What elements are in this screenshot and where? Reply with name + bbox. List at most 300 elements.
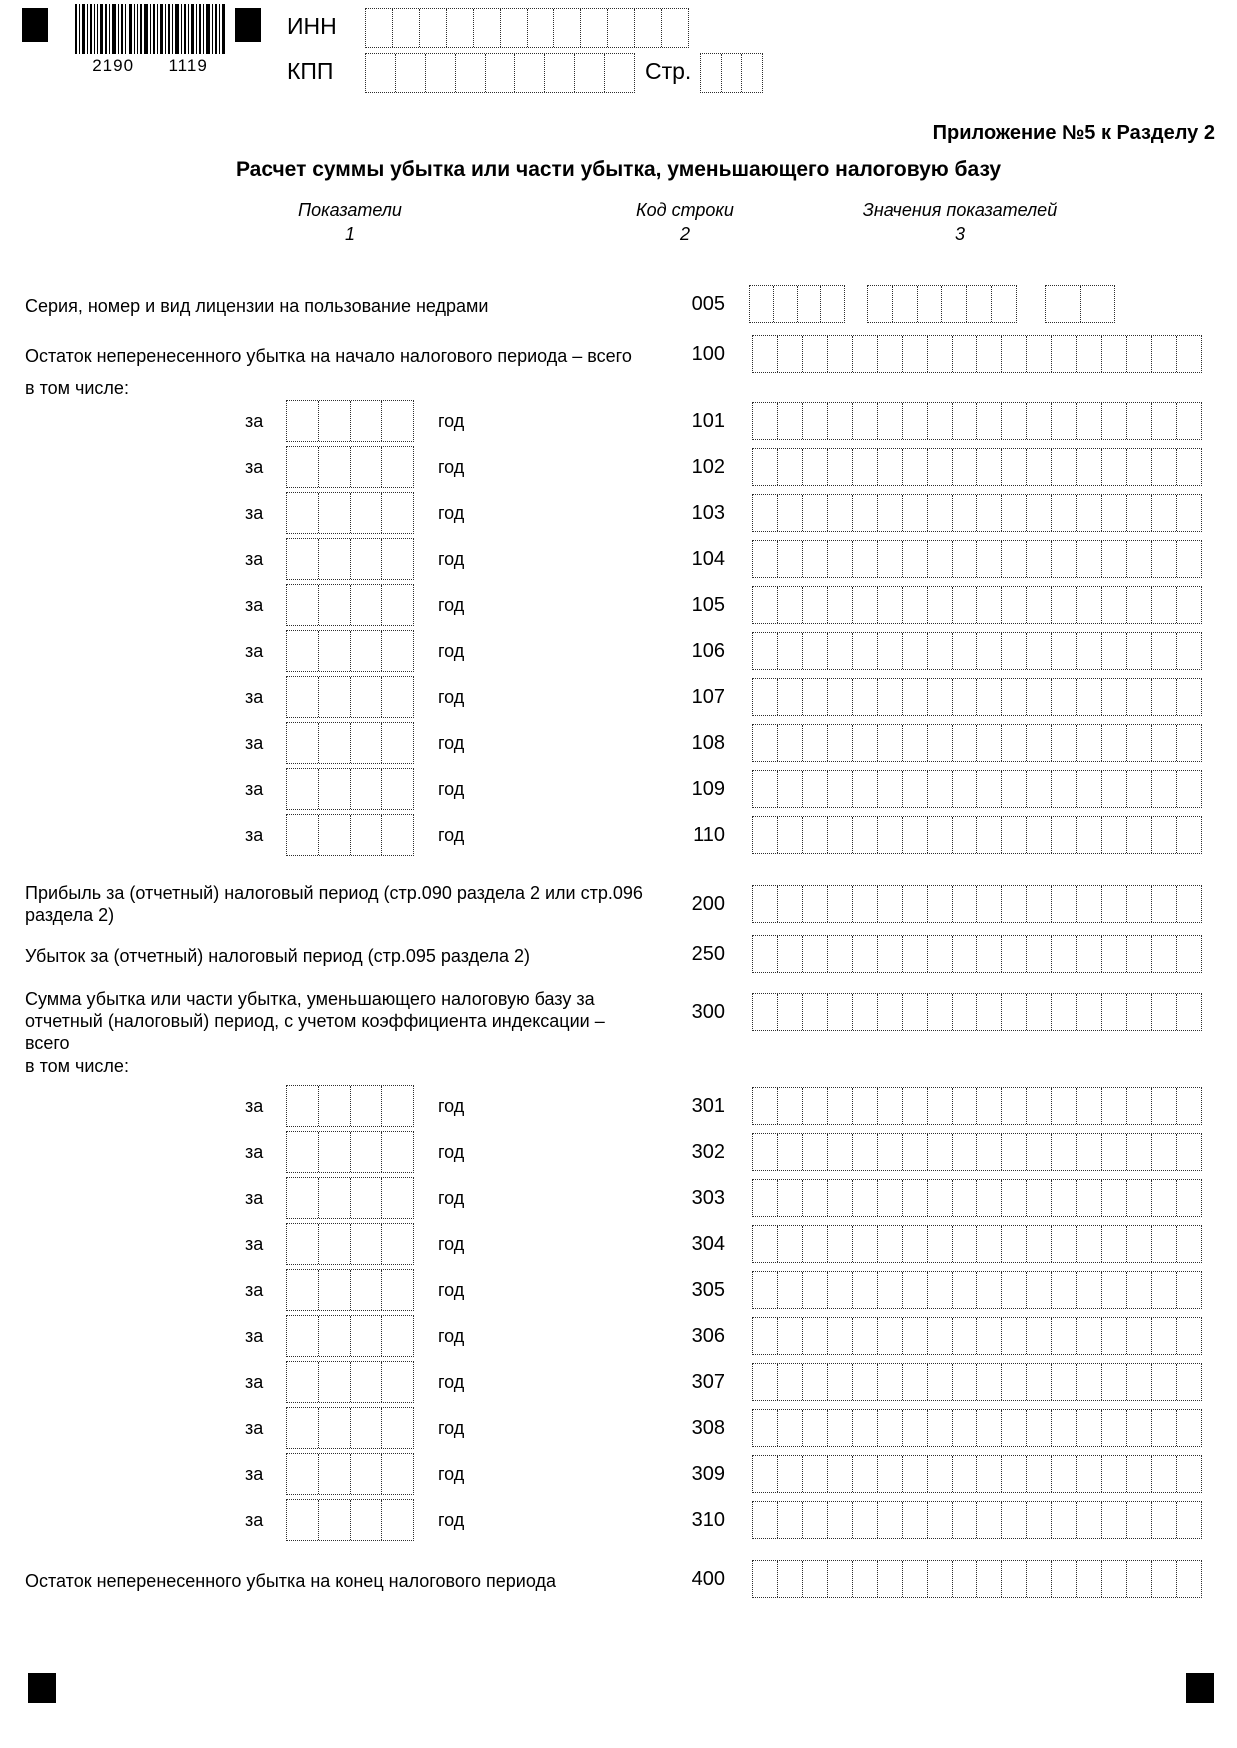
closing-balance-label: Остаток неперенесенного убытка на конец налогового периода bbox=[25, 1571, 556, 1591]
year-prefix-label: за bbox=[245, 549, 264, 569]
input-cell bbox=[750, 286, 773, 322]
input-cell bbox=[902, 1088, 927, 1124]
input-cell bbox=[827, 994, 852, 1030]
input-cell bbox=[753, 1456, 777, 1492]
input-cell bbox=[902, 886, 927, 922]
input-cell bbox=[287, 1270, 318, 1310]
input-cell bbox=[753, 1364, 777, 1400]
input-cell bbox=[852, 1561, 877, 1597]
year-prefix-label: за bbox=[245, 1280, 264, 1300]
year-input[interactable] bbox=[286, 1223, 414, 1265]
input-cell bbox=[1076, 633, 1101, 669]
input-cell bbox=[902, 1272, 927, 1308]
license-series-input[interactable] bbox=[749, 285, 845, 323]
year-input[interactable] bbox=[286, 630, 414, 672]
input-cell bbox=[1151, 1502, 1176, 1538]
input-cell bbox=[1051, 1180, 1076, 1216]
input-cell bbox=[976, 1180, 1001, 1216]
input-cell bbox=[802, 1410, 827, 1446]
closing-balance-row-code: 400 bbox=[691, 1568, 725, 1590]
input-cell bbox=[802, 679, 827, 715]
input-cell bbox=[902, 1502, 927, 1538]
input-cell bbox=[1151, 449, 1176, 485]
license-number-input[interactable] bbox=[867, 285, 1017, 323]
input-cell bbox=[1151, 1134, 1176, 1170]
input-cell bbox=[952, 725, 977, 761]
input-cell bbox=[634, 9, 661, 47]
input-cell bbox=[802, 1318, 827, 1354]
input-cell bbox=[604, 54, 634, 92]
input-cell bbox=[1026, 633, 1051, 669]
input-cell bbox=[1101, 1364, 1126, 1400]
value-input[interactable] bbox=[752, 1271, 1202, 1309]
input-cell bbox=[318, 1086, 350, 1126]
input-cell bbox=[877, 1410, 902, 1446]
input-cell bbox=[661, 9, 688, 47]
input-cell bbox=[902, 1561, 927, 1597]
input-cell bbox=[1076, 886, 1101, 922]
input-cell bbox=[1026, 449, 1051, 485]
input-cell bbox=[318, 1132, 350, 1172]
input-cell bbox=[753, 886, 777, 922]
input-cell bbox=[553, 9, 580, 47]
input-cell bbox=[1076, 1318, 1101, 1354]
input-cell bbox=[797, 286, 821, 322]
input-cell bbox=[777, 495, 802, 531]
input-cell bbox=[381, 769, 413, 809]
input-cell bbox=[1126, 1456, 1151, 1492]
row-code: 305 bbox=[691, 1279, 725, 1301]
input-cell bbox=[753, 495, 777, 531]
input-cell bbox=[350, 1086, 382, 1126]
input-cell bbox=[1026, 1502, 1051, 1538]
year-prefix-label: за bbox=[245, 595, 264, 615]
input-cell bbox=[1151, 679, 1176, 715]
year-prefix-label: за bbox=[245, 1188, 264, 1208]
input-cell bbox=[1126, 1226, 1151, 1262]
input-cell bbox=[852, 587, 877, 623]
value-input[interactable] bbox=[752, 678, 1202, 716]
input-cell bbox=[827, 449, 852, 485]
year-input[interactable] bbox=[286, 492, 414, 534]
input-cell bbox=[1126, 1272, 1151, 1308]
input-cell bbox=[802, 336, 827, 372]
input-cell bbox=[350, 1224, 382, 1264]
value-input[interactable] bbox=[752, 1409, 1202, 1447]
input-cell bbox=[902, 336, 927, 372]
year-input[interactable] bbox=[286, 1085, 414, 1127]
table-row bbox=[0, 492, 1237, 538]
table-row bbox=[0, 1131, 1237, 1177]
appendix-label: Приложение №5 к Разделу 2 bbox=[932, 122, 1215, 144]
input-cell bbox=[350, 539, 382, 579]
input-cell bbox=[419, 9, 446, 47]
year-input[interactable] bbox=[286, 584, 414, 626]
year-input[interactable] bbox=[286, 814, 414, 856]
input-cell bbox=[366, 9, 392, 47]
input-cell bbox=[902, 1456, 927, 1492]
profit-value-input[interactable] bbox=[752, 885, 1202, 923]
input-cell bbox=[927, 1456, 952, 1492]
input-cell bbox=[1076, 1226, 1101, 1262]
value-input[interactable] bbox=[752, 724, 1202, 762]
input-cell bbox=[827, 1456, 852, 1492]
input-cell bbox=[976, 817, 1001, 853]
input-cell bbox=[381, 585, 413, 625]
input-cell bbox=[1101, 633, 1126, 669]
input-cell bbox=[287, 677, 318, 717]
input-cell bbox=[777, 886, 802, 922]
input-cell bbox=[1026, 336, 1051, 372]
input-cell bbox=[952, 449, 977, 485]
value-input[interactable] bbox=[752, 540, 1202, 578]
input-cell bbox=[287, 631, 318, 671]
input-cell bbox=[1176, 449, 1201, 485]
input-cell bbox=[1051, 679, 1076, 715]
input-cell bbox=[1126, 1318, 1151, 1354]
input-cell bbox=[927, 994, 952, 1030]
input-cell bbox=[287, 1362, 318, 1402]
table-row bbox=[0, 814, 1237, 860]
input-cell bbox=[777, 1410, 802, 1446]
input-cell bbox=[902, 1134, 927, 1170]
input-cell bbox=[580, 9, 607, 47]
table-row bbox=[0, 584, 1237, 630]
input-cell bbox=[1176, 495, 1201, 531]
input-cell bbox=[852, 679, 877, 715]
input-cell bbox=[753, 336, 777, 372]
input-cell bbox=[1151, 1561, 1176, 1597]
input-cell bbox=[1126, 1088, 1151, 1124]
input-cell bbox=[1151, 725, 1176, 761]
closing-balance-value-input[interactable] bbox=[752, 1560, 1202, 1598]
input-cell bbox=[514, 54, 544, 92]
input-cell bbox=[1076, 1456, 1101, 1492]
input-cell bbox=[753, 541, 777, 577]
input-cell bbox=[802, 1226, 827, 1262]
input-cell bbox=[802, 1561, 827, 1597]
input-cell bbox=[1026, 1134, 1051, 1170]
input-cell bbox=[446, 9, 473, 47]
input-cell bbox=[827, 936, 852, 972]
loss-years-section-2 bbox=[0, 1085, 1237, 1545]
input-cell bbox=[952, 1180, 977, 1216]
input-cell bbox=[318, 677, 350, 717]
input-cell bbox=[1176, 633, 1201, 669]
input-cell bbox=[852, 1226, 877, 1262]
input-cell bbox=[902, 449, 927, 485]
input-cell bbox=[318, 1362, 350, 1402]
input-cell bbox=[827, 1272, 852, 1308]
page-number-input[interactable] bbox=[700, 53, 763, 93]
input-cell bbox=[350, 769, 382, 809]
corner-marker-bottom-right bbox=[1186, 1673, 1214, 1703]
input-cell bbox=[777, 1318, 802, 1354]
input-cell bbox=[366, 54, 395, 92]
input-cell bbox=[902, 541, 927, 577]
input-cell bbox=[773, 286, 797, 322]
input-cell bbox=[287, 1132, 318, 1172]
input-cell bbox=[753, 1180, 777, 1216]
input-cell bbox=[952, 994, 977, 1030]
year-suffix-label: год bbox=[438, 549, 465, 569]
input-cell bbox=[802, 817, 827, 853]
input-cell bbox=[1051, 403, 1076, 439]
input-cell bbox=[381, 1178, 413, 1218]
input-cell bbox=[802, 449, 827, 485]
input-cell bbox=[976, 587, 1001, 623]
input-cell bbox=[1076, 936, 1101, 972]
input-cell bbox=[868, 286, 892, 322]
year-input[interactable] bbox=[286, 1269, 414, 1311]
input-cell bbox=[952, 679, 977, 715]
input-cell bbox=[952, 587, 977, 623]
input-cell bbox=[802, 633, 827, 669]
row-code: 104 bbox=[691, 548, 725, 570]
value-input[interactable] bbox=[752, 1363, 1202, 1401]
input-cell bbox=[1076, 1180, 1101, 1216]
year-input[interactable] bbox=[286, 1315, 414, 1357]
barcode-numbers bbox=[75, 56, 225, 76]
input-cell bbox=[902, 1180, 927, 1216]
input-cell bbox=[1001, 1456, 1026, 1492]
input-cell bbox=[381, 677, 413, 717]
input-cell bbox=[777, 936, 802, 972]
input-cell bbox=[287, 585, 318, 625]
value-input[interactable] bbox=[752, 770, 1202, 808]
input-cell bbox=[777, 541, 802, 577]
input-cell bbox=[1051, 817, 1076, 853]
input-cell bbox=[1101, 1456, 1126, 1492]
input-cell bbox=[1126, 1180, 1151, 1216]
input-cell bbox=[802, 541, 827, 577]
opening-balance-value-input[interactable] bbox=[752, 335, 1202, 373]
value-input[interactable] bbox=[752, 1317, 1202, 1355]
input-cell bbox=[877, 679, 902, 715]
input-cell bbox=[287, 1224, 318, 1264]
year-input[interactable] bbox=[286, 1361, 414, 1403]
input-cell bbox=[1026, 1318, 1051, 1354]
value-input[interactable] bbox=[752, 632, 1202, 670]
input-cell bbox=[827, 336, 852, 372]
input-cell bbox=[1051, 1410, 1076, 1446]
input-cell bbox=[777, 1272, 802, 1308]
input-cell bbox=[777, 994, 802, 1030]
input-cell bbox=[1001, 1318, 1026, 1354]
column-header-line-code: Код строки bbox=[636, 200, 734, 220]
loss-sum-label: Сумма убытка или части убытка, уменьшающего налоговую базу за отчетный (налоговый) период, с учетом коэффициента индексации – всего bbox=[25, 989, 605, 1053]
input-cell bbox=[802, 725, 827, 761]
input-cell bbox=[877, 725, 902, 761]
year-suffix-label: год bbox=[438, 687, 465, 707]
input-cell bbox=[927, 1134, 952, 1170]
input-cell bbox=[1001, 587, 1026, 623]
year-input[interactable] bbox=[286, 1131, 414, 1173]
loss-sum-value-input[interactable] bbox=[752, 993, 1202, 1031]
input-cell bbox=[1001, 1226, 1026, 1262]
value-input[interactable] bbox=[752, 1225, 1202, 1263]
input-cell bbox=[381, 1224, 413, 1264]
input-cell bbox=[1026, 1226, 1051, 1262]
year-prefix-label: за bbox=[245, 457, 264, 477]
input-cell bbox=[902, 725, 927, 761]
input-cell bbox=[777, 679, 802, 715]
row-code: 110 bbox=[693, 824, 725, 846]
input-cell bbox=[1101, 495, 1126, 531]
license-type-input[interactable] bbox=[1045, 285, 1115, 323]
input-cell bbox=[927, 936, 952, 972]
input-cell bbox=[902, 994, 927, 1030]
input-cell bbox=[1126, 1134, 1151, 1170]
input-cell bbox=[976, 936, 1001, 972]
input-cell bbox=[1151, 541, 1176, 577]
input-cell bbox=[777, 1561, 802, 1597]
input-cell bbox=[1176, 1180, 1201, 1216]
input-cell bbox=[753, 725, 777, 761]
input-cell bbox=[1176, 886, 1201, 922]
input-cell bbox=[1151, 1088, 1176, 1124]
input-cell bbox=[827, 1410, 852, 1446]
input-cell bbox=[287, 1408, 318, 1448]
input-cell bbox=[350, 1454, 382, 1494]
input-cell bbox=[544, 54, 574, 92]
input-cell bbox=[287, 1316, 318, 1356]
input-cell bbox=[1126, 725, 1151, 761]
input-cell bbox=[753, 1561, 777, 1597]
input-cell bbox=[350, 1408, 382, 1448]
year-input[interactable] bbox=[286, 768, 414, 810]
input-cell bbox=[318, 539, 350, 579]
input-cell bbox=[802, 994, 827, 1030]
input-cell bbox=[1176, 725, 1201, 761]
table-row bbox=[0, 400, 1237, 446]
input-cell bbox=[852, 886, 877, 922]
input-cell bbox=[877, 936, 902, 972]
input-cell bbox=[877, 495, 902, 531]
year-input[interactable] bbox=[286, 1499, 414, 1541]
input-cell bbox=[877, 1456, 902, 1492]
kpp-input[interactable] bbox=[365, 53, 635, 93]
table-row bbox=[0, 1269, 1237, 1315]
row-code: 309 bbox=[691, 1463, 725, 1485]
inn-input[interactable] bbox=[365, 8, 689, 48]
input-cell bbox=[1076, 495, 1101, 531]
input-cell bbox=[381, 1132, 413, 1172]
row-code: 308 bbox=[691, 1417, 725, 1439]
year-suffix-label: год bbox=[438, 825, 465, 845]
year-input[interactable] bbox=[286, 722, 414, 764]
input-cell bbox=[1026, 403, 1051, 439]
input-cell bbox=[976, 679, 1001, 715]
input-cell bbox=[318, 1454, 350, 1494]
row-code: 303 bbox=[691, 1187, 725, 1209]
input-cell bbox=[1126, 994, 1151, 1030]
value-input[interactable] bbox=[752, 1179, 1202, 1217]
input-cell bbox=[976, 1410, 1001, 1446]
year-input[interactable] bbox=[286, 400, 414, 442]
value-input[interactable] bbox=[752, 448, 1202, 486]
input-cell bbox=[753, 679, 777, 715]
year-input[interactable] bbox=[286, 1177, 414, 1219]
input-cell bbox=[287, 769, 318, 809]
year-suffix-label: год bbox=[438, 1096, 465, 1116]
year-input[interactable] bbox=[286, 446, 414, 488]
input-cell bbox=[1151, 886, 1176, 922]
value-input[interactable] bbox=[752, 1087, 1202, 1125]
input-cell bbox=[927, 1180, 952, 1216]
year-prefix-label: за bbox=[245, 1234, 264, 1254]
value-input[interactable] bbox=[752, 586, 1202, 624]
year-input[interactable] bbox=[286, 538, 414, 580]
input-cell bbox=[852, 449, 877, 485]
year-prefix-label: за bbox=[245, 1326, 264, 1346]
input-cell bbox=[1051, 1561, 1076, 1597]
input-cell bbox=[1026, 541, 1051, 577]
input-cell bbox=[1026, 1561, 1051, 1597]
input-cell bbox=[877, 1561, 902, 1597]
input-cell bbox=[852, 771, 877, 807]
table-row bbox=[0, 1085, 1237, 1131]
input-cell bbox=[1101, 1272, 1126, 1308]
input-cell bbox=[852, 336, 877, 372]
input-cell bbox=[877, 587, 902, 623]
input-cell bbox=[952, 1456, 977, 1492]
input-cell bbox=[927, 1502, 952, 1538]
input-cell bbox=[1151, 1410, 1176, 1446]
value-input[interactable] bbox=[752, 402, 1202, 440]
input-cell bbox=[1176, 1088, 1201, 1124]
input-cell bbox=[381, 815, 413, 855]
input-cell bbox=[1051, 1226, 1076, 1262]
value-input[interactable] bbox=[752, 494, 1202, 532]
input-cell bbox=[1126, 403, 1151, 439]
input-cell bbox=[1101, 541, 1126, 577]
input-cell bbox=[1101, 1134, 1126, 1170]
input-cell bbox=[777, 725, 802, 761]
table-row bbox=[0, 1453, 1237, 1499]
value-input[interactable] bbox=[752, 816, 1202, 854]
year-input[interactable] bbox=[286, 676, 414, 718]
input-cell bbox=[952, 633, 977, 669]
including-label-1: в том числе: bbox=[25, 378, 129, 398]
year-input[interactable] bbox=[286, 1407, 414, 1449]
value-input[interactable] bbox=[752, 1455, 1202, 1493]
loss-value-input[interactable] bbox=[752, 935, 1202, 973]
input-cell bbox=[318, 447, 350, 487]
input-cell bbox=[1001, 1502, 1026, 1538]
input-cell bbox=[1076, 1561, 1101, 1597]
input-cell bbox=[1176, 1410, 1201, 1446]
input-cell bbox=[1151, 1456, 1176, 1492]
table-row bbox=[0, 630, 1237, 676]
input-cell bbox=[802, 1180, 827, 1216]
input-cell bbox=[1101, 449, 1126, 485]
license-row-code: 005 bbox=[691, 293, 725, 315]
table-row bbox=[0, 1315, 1237, 1361]
input-cell bbox=[952, 495, 977, 531]
input-cell bbox=[877, 1134, 902, 1170]
input-cell bbox=[902, 495, 927, 531]
value-input[interactable] bbox=[752, 1133, 1202, 1171]
input-cell bbox=[1001, 1272, 1026, 1308]
input-cell bbox=[827, 1088, 852, 1124]
input-cell bbox=[777, 1134, 802, 1170]
input-cell bbox=[1176, 771, 1201, 807]
value-input[interactable] bbox=[752, 1501, 1202, 1539]
input-cell bbox=[1151, 817, 1176, 853]
row-code: 107 bbox=[691, 686, 725, 708]
year-input[interactable] bbox=[286, 1453, 414, 1495]
